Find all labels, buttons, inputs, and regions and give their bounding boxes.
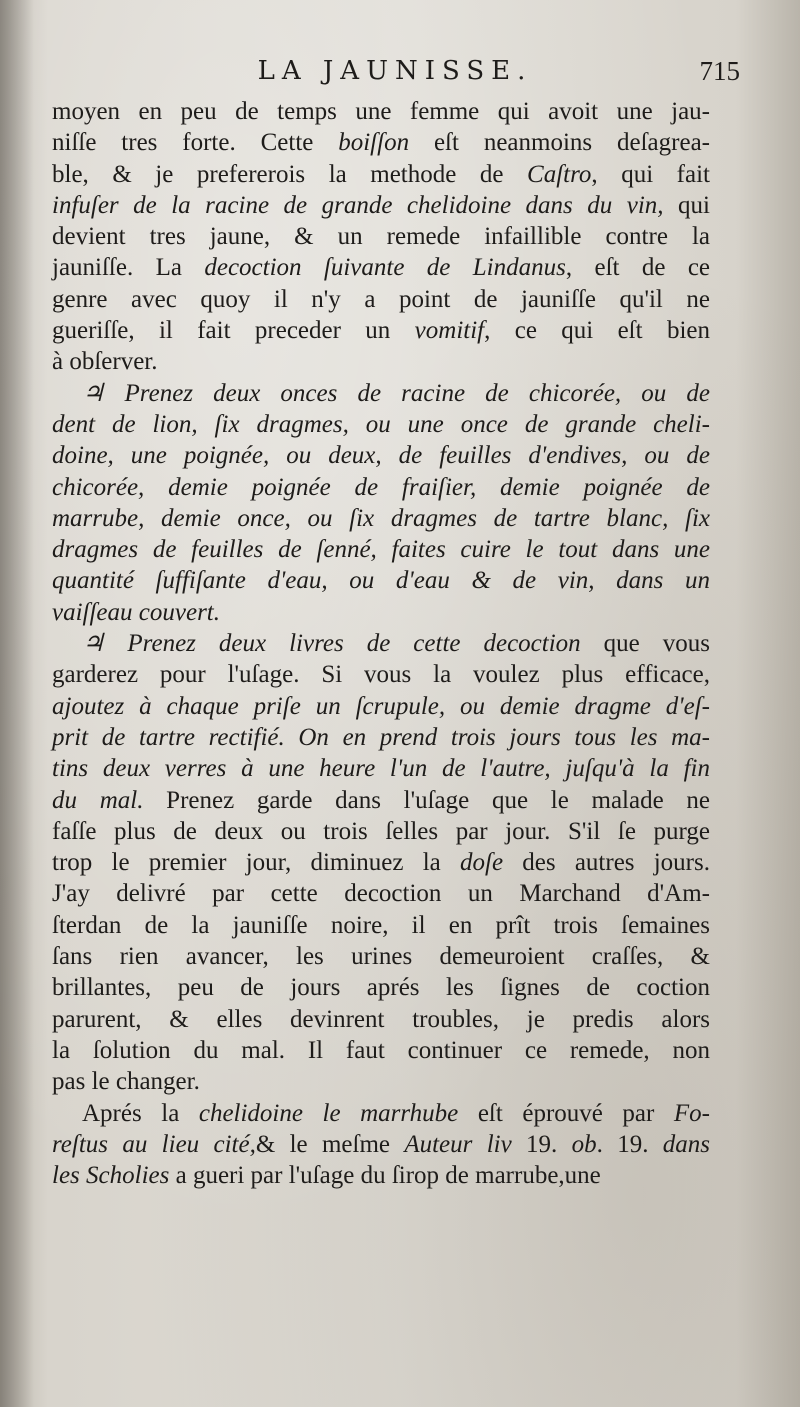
running-head (50, 56, 740, 96)
text-line (52, 96, 710, 127)
text-span: devient tres jaune, & un remede infaillible contre la (52, 223, 710, 251)
text-span: ♃ Prenez deux livres de cette decoction (82, 630, 581, 658)
text-span: doſe (460, 849, 504, 877)
text-line (52, 440, 710, 471)
page-gutter-shadow (0, 0, 34, 1407)
text-span: ♃ Prenez deux onces de racine de chicorée, ou de (82, 379, 710, 407)
text-span: tins deux verres à une heure l'un de l'autre, juſqu'à la fin (52, 755, 710, 783)
text-span: Caſtro (527, 160, 592, 188)
text-span: la ſolution du mal. Il faut continuer ce remede, non (52, 1036, 710, 1064)
text-span: Aprés la (82, 1099, 199, 1127)
text-line (52, 1066, 710, 1097)
text-line (52, 284, 710, 315)
text-span: , ce qui eſt bien (484, 317, 710, 345)
text-span: ſterdan de la jauniſſe noire, il en prît trois ſemaines (52, 911, 710, 939)
text-span: , eſt de ce (565, 254, 711, 282)
text-line (52, 1098, 710, 1129)
text-span: dent de lion, ſix dragmes, ou une once de grande cheli- (52, 410, 710, 438)
text-span: . 19. (596, 1130, 663, 1158)
text-span: quantité ſuffiſante d'eau, ou d'eau & de vin, dans un (52, 567, 710, 595)
page-number: 715 (699, 56, 740, 86)
text-span: Auteur liv (404, 1130, 512, 1158)
text-line (52, 972, 710, 1003)
text-line (52, 753, 710, 784)
text-span: pas le changer. (52, 1068, 200, 1096)
text-line (52, 252, 710, 283)
text-span: moyen en peu de temps une femme qui avoit une jau- (52, 98, 710, 125)
text-span: garderez pour l'uſage. Si vous la voulez plus efficace, (52, 661, 710, 689)
text-line (52, 221, 710, 252)
text-line (52, 816, 710, 847)
text-span: J'ay delivré par cette decoction un Marchand d'Am- (52, 880, 710, 908)
text-span: & le meſme (255, 1130, 405, 1158)
text-line (52, 1129, 710, 1160)
text-span: boiſſon (338, 129, 410, 157)
text-span: ſans rien avancer, les urines demeuroient craſſes, & (52, 943, 710, 971)
text-span: doine, une poignée, ou deux, de feuilles d'endives, ou de (52, 442, 710, 470)
text-span: chelidoine le marrhube (198, 1099, 459, 1127)
running-title: LA JAUNISSE. (257, 56, 533, 86)
text-line (52, 847, 710, 878)
text-line (52, 472, 710, 503)
text-span: trop le premier jour, diminuez la (52, 849, 460, 877)
text-line (52, 127, 710, 158)
text-span: dragmes de feuilles de ſenné, faites cuire le tout dans une (52, 536, 710, 564)
text-span: ble, & je prefererois la methode de (52, 160, 528, 188)
text-span: marrube, demie once, ou ſix dragmes de tartre blanc, ſix (52, 504, 710, 532)
text-line (52, 628, 710, 659)
text-span: gueriſſe, il fait preceder un (52, 317, 415, 345)
text-span: 19. (511, 1130, 572, 1158)
text-span: ob (571, 1130, 597, 1158)
text-span: que vous (580, 630, 710, 658)
text-span: prit de tartre rectifié. On en prend trois jours tous les ma- (52, 723, 710, 751)
text-span: ajoutez à chaque priſe un ſcrupule, ou demie dragme d'eſ- (52, 692, 710, 720)
text-line (52, 503, 710, 534)
text-line (52, 597, 710, 628)
text-line (52, 1160, 710, 1191)
text-span: Fo- (673, 1099, 710, 1127)
text-line (52, 878, 710, 909)
text-span: niſſe tres forte. Cette (52, 129, 339, 157)
text-line (52, 691, 710, 722)
text-line (52, 190, 710, 221)
text-span: jauniſſe. La (52, 254, 205, 282)
text-line (52, 565, 710, 596)
text-line (52, 785, 710, 816)
text-span: brillantes, peu de jours aprés les ſignes de coction (52, 974, 710, 1002)
text-span: des autres jours. (503, 849, 710, 877)
text-span: a gueri par l'uſage du ſirop de marrube,une (169, 1162, 601, 1190)
text-span: du mal. (52, 786, 144, 814)
text-line (52, 534, 710, 565)
text-span: vaiſſeau couvert. (52, 598, 220, 626)
body-text (52, 96, 710, 1191)
text-line (52, 346, 710, 377)
text-span: les Scholies (52, 1162, 170, 1190)
text-span: eſt neanmoins deſagrea- (409, 129, 710, 157)
text-span: decoction ſuivante de Lindanus (204, 254, 566, 282)
text-line (52, 659, 710, 690)
text-line (52, 315, 710, 346)
text-span: reſtus au lieu cité, (52, 1130, 256, 1158)
text-line (52, 910, 710, 941)
text-span: Prenez garde dans l'uſage que le malade ne (143, 786, 710, 814)
text-span: qui (663, 191, 710, 219)
text-span: faſſe plus de deux ou trois ſelles par jour. S'il ſe purge (52, 817, 710, 845)
text-span: vomitif (414, 317, 485, 345)
text-line (52, 1004, 710, 1035)
text-line (52, 1035, 710, 1066)
text-span: infuſer de la racine de grande chelidoine dans du vin, (52, 191, 664, 219)
text-span: dans (662, 1130, 710, 1158)
text-line (52, 722, 710, 753)
text-span: chicorée, demie poignée de fraiſier, demie poignée de (52, 473, 710, 501)
text-line (52, 941, 710, 972)
text-line (52, 159, 710, 190)
text-span: , qui fait (591, 160, 710, 188)
text-span: genre avec quoy il n'y a point de jauniſſe qu'il ne (52, 285, 710, 313)
text-span: à obſerver. (52, 348, 158, 376)
text-line (52, 378, 710, 409)
text-line (52, 409, 710, 440)
text-span: parurent, & elles devinrent troubles, je predis alors (52, 1005, 710, 1033)
text-span: eſt éprouvé par (458, 1099, 674, 1127)
